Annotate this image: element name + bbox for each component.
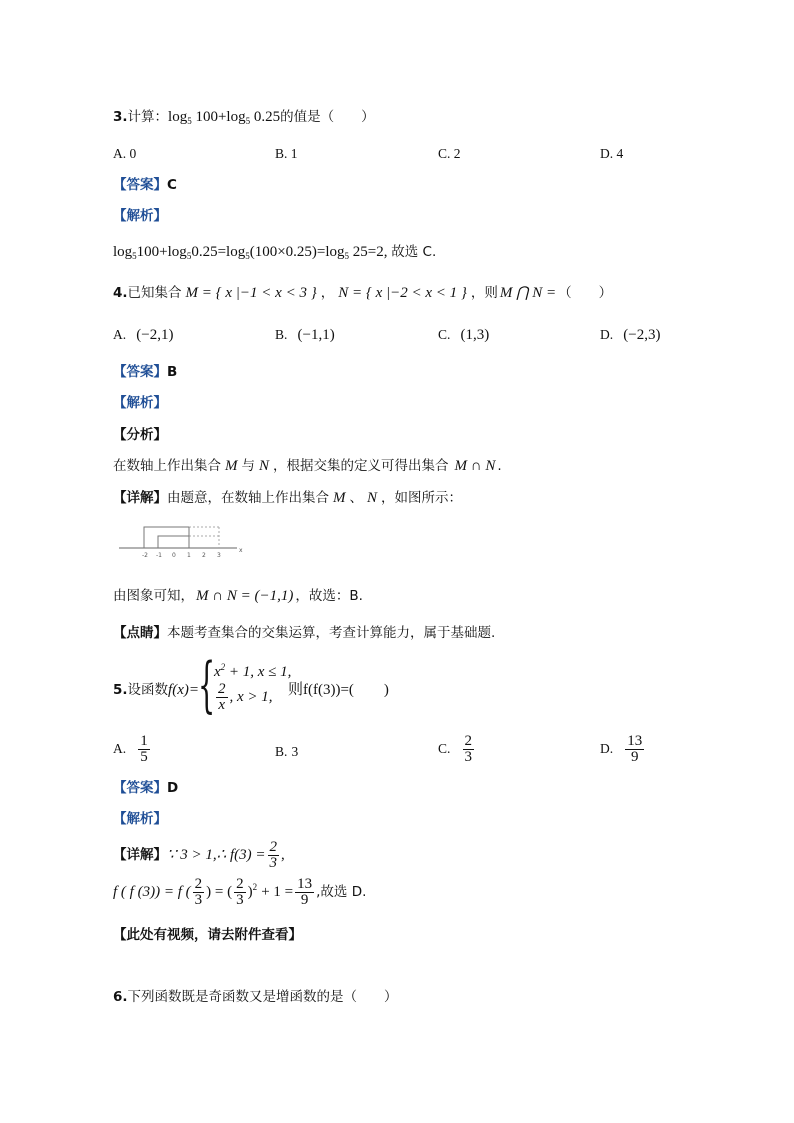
axis-end-label: x [239, 547, 243, 554]
q4-note-label: 【点睛】 [113, 625, 167, 641]
q5-option-b: B. 3 [275, 744, 299, 759]
q5-analysis-label: 【解析】 [113, 811, 167, 827]
q5-answer-label: 【答案】 [113, 780, 167, 796]
q5-case1: $x^2 + 1$, x ≤ 1, [214, 662, 292, 680]
q5-detail-line1: 【详解】∵ 3 > 1,∴ f(3) = $\frac{2}{3}$ , [113, 839, 285, 871]
q4-number: 4. [113, 285, 128, 301]
q3-option-b: B. 1 [275, 146, 298, 161]
q5-number: 5. [113, 682, 128, 698]
axis-tick-label: 3 [217, 552, 221, 559]
q5-option-d: D. $\frac{13}{9}$ [600, 733, 643, 765]
q4-option-d: D. (−2,3) [600, 327, 661, 343]
set-n-bracket [158, 536, 189, 548]
q4-option-a: A. (−2,1) [113, 327, 174, 343]
q3-stem [113, 108, 375, 130]
axis-tick-label: 0 [172, 552, 176, 559]
q4-fenxi-label: 【分析】 [113, 427, 167, 443]
q3-number: 3. [113, 109, 128, 125]
axis-tick-label: 1 [187, 552, 191, 559]
q3-expression: $\log_5 100+\log_5$ 0.25 [168, 109, 281, 126]
q3-answer-label: 【答案】 [113, 177, 167, 193]
q6-stem: 6.下列函数既是奇函数又是增函数的是（ ） [113, 989, 398, 1005]
q4-detail: 【详解】由题意，在数轴上作出集合 M 、 N ，如图所示： [113, 490, 463, 506]
q3-option-c: C. 2 [438, 146, 461, 161]
q3-prefix: 计算： [127, 109, 169, 125]
q5-answer-value: D [167, 780, 179, 796]
q5-case2: $\frac{2}{x}$ , x > 1, [218, 681, 273, 713]
q4-conclusion: 由图象可知， M ∩ N = (−1,1) ，故选：B. [113, 588, 363, 604]
q5-question: 则f(f(3))=( ) [288, 682, 389, 698]
q3-option-a: A. 0 [113, 146, 137, 161]
q5-detail-label: 【详解】 [113, 847, 167, 863]
q3-analysis-label: 【解析】 [113, 208, 167, 224]
q4-stem: 4.已知集合 M = { x |−1 < x < 3 } ， N = { x |−2 < x < 1 } ，则 M ⋂ N = （ ） [113, 285, 613, 301]
q4-detail-label: 【详解】 [113, 490, 167, 506]
q4-note: 【点睛】本题考查集合的交集运算，考查计算能力，属于基础题. [113, 625, 496, 641]
q4-option-c: C. (1,3) [438, 327, 490, 343]
q5-detail-line2: f ( f (3)) = f ( $\frac{2}{3}$ ) = ( $\frac{2}{3}$ )$^2$ + 1 = $\frac{13}{9}$ ,故选 D. [113, 876, 367, 908]
q5-answer [113, 779, 178, 798]
axis-tick-label: -1 [156, 552, 162, 559]
q3-answer-value: C [167, 177, 177, 193]
q3-suffix: 的值是（ ） [280, 109, 375, 125]
q3-option-d: D. 4 [600, 146, 624, 161]
q4-intersect: M ⋂ N = [499, 285, 557, 301]
number-line-figure [115, 518, 250, 560]
q5-option-c: C. $\frac{2}{3}$ [438, 733, 473, 765]
axis-tick-label: 2 [202, 552, 206, 559]
q4-prefix: 已知集合 [127, 285, 182, 301]
q5-brace: { [198, 650, 216, 720]
q4-analysis-label: 【解析】 [113, 395, 167, 411]
axis-tick-label: -2 [142, 552, 148, 559]
q4-answer-label: 【答案】 [113, 364, 167, 380]
q4-option-b: B. (−1,1) [275, 327, 335, 343]
q4-answer [113, 363, 177, 382]
q3-solution: $\log_5100+\log_50.25=\log_5(100\times 0.25)=\log_5$ 25=2, 故选 C. [113, 244, 437, 261]
q6-number: 6. [113, 989, 128, 1005]
q4-fenxi-text: 在数轴上作出集合 M 与 N ，根据交集的定义可得出集合 M ∩ N . [113, 458, 502, 474]
q4-set-n: N = { x |−2 < x < 1 } [338, 285, 467, 301]
q4-set-m: M = { x |−1 < x < 3 } [185, 285, 317, 301]
q4-answer-value: B [167, 364, 178, 380]
set-m-bracket [144, 527, 189, 548]
q3-answer [113, 176, 177, 195]
q5-video-note: 【此处有视频，请去附件查看】 [113, 927, 302, 943]
q5-option-a: A. $\frac{1}{5}$ [113, 733, 148, 765]
